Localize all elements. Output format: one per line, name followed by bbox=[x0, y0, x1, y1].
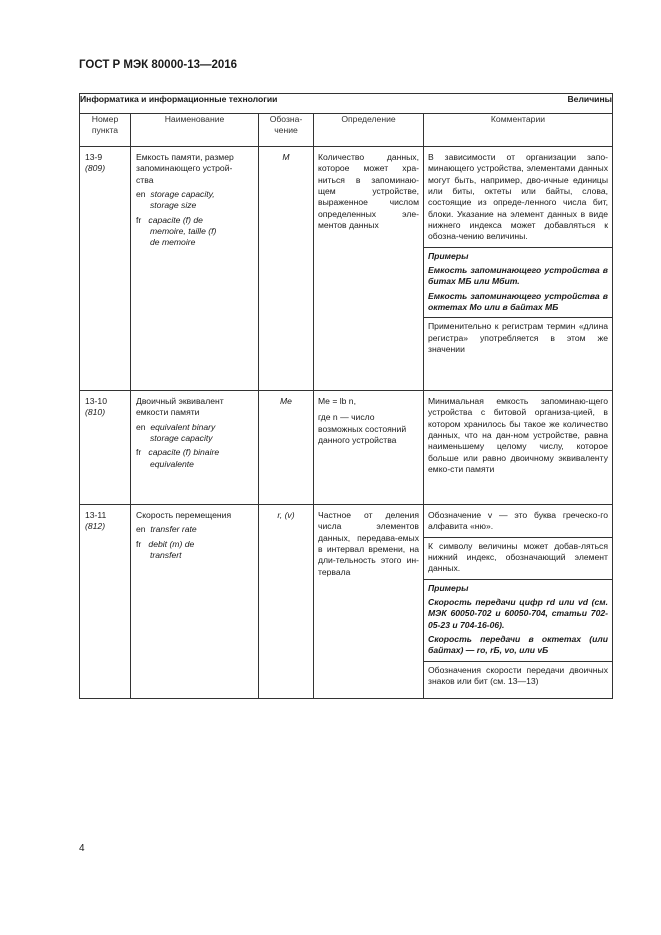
definition-text: где n — число возможных состояний данного устройства bbox=[318, 412, 407, 446]
item-definition: Количество данных, которое может хра-ниться в запоминаю-щем устройстве, выраженное числом определенных эле-ментов данных bbox=[314, 147, 424, 391]
term-fr-cont: memoire, taille (f) de memoire bbox=[150, 226, 217, 248]
item-comments bbox=[424, 505, 613, 699]
header-name: Наименование bbox=[131, 114, 259, 147]
item-number: 13-11 bbox=[85, 510, 107, 520]
table-header-row bbox=[80, 114, 613, 147]
table-row bbox=[80, 147, 613, 391]
comment-divider bbox=[424, 247, 612, 248]
comment-note: Применительно к регистрам термин «длина регистра» употребляется в этом же значении bbox=[428, 321, 608, 355]
term-fr-cont: transfert bbox=[150, 550, 182, 561]
examples-title: Примеры bbox=[428, 582, 469, 593]
term-ru: Скорость перемещения bbox=[136, 510, 232, 520]
example-1: Скорость передачи цифр rd или vd (см. МЭК 60050-702 и 60050-704, статьи 702-05-23 и 704-16-06). bbox=[428, 597, 608, 630]
example-2: Емкость запоминающего устройства в октетах Mо или в байтах MБ bbox=[428, 290, 608, 313]
term-fr: fr capacite (f) de bbox=[136, 214, 203, 225]
comment-divider bbox=[424, 537, 612, 538]
item-symbol: Mе bbox=[259, 391, 314, 505]
document-standard-title: ГОСТ Р МЭК 80000-13—2016 bbox=[79, 59, 238, 71]
table-title-right: Величины bbox=[567, 94, 612, 104]
definition-formula: Mе = lb n, bbox=[318, 396, 356, 406]
comment-main: Обозначение v — это буква греческо-го алфавита «ню». bbox=[428, 510, 608, 532]
item-name-cell bbox=[131, 147, 259, 391]
header-number: Номер пункта bbox=[80, 114, 131, 147]
comment-divider bbox=[424, 661, 612, 662]
item-number-cell bbox=[80, 147, 131, 391]
item-symbol: M bbox=[259, 147, 314, 391]
item-definition: Частное от деления числа элементов данных, передава-емых в интервал времени, на дли-тельность этого ин-тервала bbox=[314, 505, 424, 699]
comment-main: В зависимости от организации запо-минающего устройства, элементами данных могут быть, например, дво-ичные единицы или биты, октеты или байты, слова, состоящие из опреде-ленного числа бит, блоки. Указание на элемент данных в виде нижнего индекса может добавляться к обозна-чению величины. bbox=[428, 152, 608, 242]
comment-divider bbox=[424, 579, 612, 580]
term-en: en transfer rate bbox=[136, 524, 197, 535]
comment-divider bbox=[424, 317, 612, 318]
page-number: 4 bbox=[79, 843, 85, 854]
term-en-cont: storage size bbox=[150, 200, 197, 211]
table-row bbox=[80, 505, 613, 699]
item-number: 13-10 bbox=[85, 396, 107, 406]
header-definition: Определение bbox=[314, 114, 424, 147]
item-code: (810) bbox=[85, 407, 106, 418]
item-definition bbox=[314, 391, 424, 505]
term-fr-cont: equivalente bbox=[150, 458, 194, 469]
item-comments bbox=[424, 391, 613, 505]
example-1: Емкость запоминающего устройства в битах MБ или Mбит. bbox=[428, 265, 608, 287]
header-symbol: Обозна- чение bbox=[259, 114, 314, 147]
item-symbol: r, (v) bbox=[259, 505, 314, 699]
term-fr: fr capacite (f) binaire bbox=[136, 447, 220, 458]
item-number-cell bbox=[80, 505, 131, 699]
table-title-row bbox=[80, 94, 613, 114]
comment-main: Минимальная емкость запоминаю-щего устройства с битовой организа-цией, в котором хранилось бы такое же количество данных, что на дан-ном устройстве, равна наименьшему целому числу, которое больше или равно двоичному эквиваленту емко-сти памяти bbox=[428, 396, 608, 475]
comment-note: Обозначения скорости передачи двоичных знаков или бит (см. 13—13) bbox=[428, 664, 608, 687]
table-title-cell bbox=[80, 94, 613, 114]
comment-second: К символу величины может добав-ляться нижний индекс, обозначающий элемент данных. bbox=[428, 540, 608, 574]
examples-title: Примеры bbox=[428, 250, 469, 261]
item-code: (812) bbox=[85, 521, 106, 532]
item-number-cell bbox=[80, 391, 131, 505]
term-ru: Двоичный эквивалент емкости памяти bbox=[136, 396, 224, 418]
table-row bbox=[80, 391, 613, 505]
header-comments: Комментарии bbox=[424, 114, 613, 147]
item-name-cell bbox=[131, 391, 259, 505]
item-name-cell bbox=[131, 505, 259, 699]
item-number: 13-9 bbox=[85, 152, 103, 162]
quantities-table bbox=[79, 93, 613, 699]
table-title-left: Информатика и информационные технологии bbox=[80, 94, 278, 104]
item-comments bbox=[424, 147, 613, 391]
term-fr: fr debit (m) de bbox=[136, 538, 195, 549]
term-en-cont: storage capacity bbox=[150, 433, 213, 444]
term-en: en storage capacity, bbox=[136, 189, 215, 200]
term-en: en equivalent binary bbox=[136, 421, 216, 432]
example-2: Скорость передачи в октетах (или байтах) — rо, rБ, vо, или vБ bbox=[428, 634, 608, 656]
item-code: (809) bbox=[85, 163, 106, 174]
term-ru: Емкость памяти, размер запоминающего устрой- ства bbox=[136, 152, 234, 185]
